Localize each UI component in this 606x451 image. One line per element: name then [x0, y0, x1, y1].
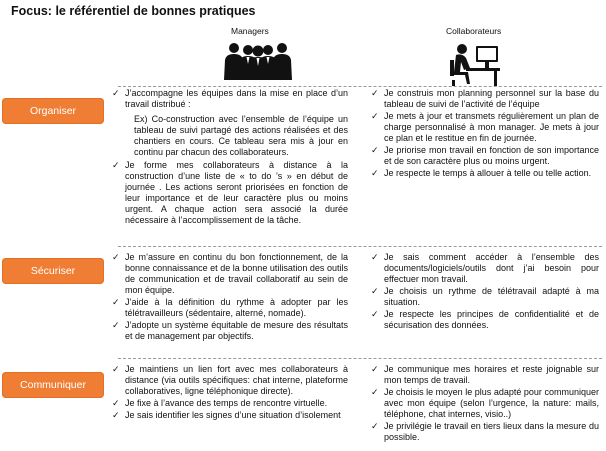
example-note: Ex) Co-construction avec l’ensemble de l’équipe un tableau de suivi partagé des actions réalisées et des chantiers en cours. Ce tableau sera mis à jour en continu par chacun des collaborateurs. — [134, 114, 348, 157]
check-icon: ✓ — [112, 398, 120, 408]
collaborateurs-header: Collaborateurs — [446, 26, 502, 36]
list-item: ✓ Je communique mes horaires et reste joignable sur mon temps de travail. — [371, 364, 599, 385]
check-icon: ✓ — [112, 160, 120, 170]
check-icon: ✓ — [371, 364, 379, 374]
securiser-collaborateurs-list — [371, 252, 599, 332]
check-icon: ✓ — [371, 387, 379, 397]
list-item: ✓ J’accompagne les équipes dans la mise en place d’un travail distribué : — [112, 88, 348, 109]
securiser-managers-list — [112, 252, 348, 343]
check-icon: ✓ — [371, 309, 379, 319]
check-icon: ✓ — [371, 252, 379, 262]
list-item: ✓ Je privilégie le travail en tiers lieux dans la mesure du possible. — [371, 421, 599, 442]
list-item: ✓ Je mets à jour et transmets régulièrement un plan de charge personnalisé à mon manager. Je mets à jour ce plan et le restitue en fin de journée. — [371, 111, 599, 143]
list-item: ✓ Je sais comment accéder à l’ensemble des documents/logiciels/outils dont j’ai besoin pour effectuer mon travail. — [371, 252, 599, 284]
check-icon: ✓ — [112, 252, 120, 262]
organiser-collaborateurs-list — [371, 88, 599, 180]
check-icon: ✓ — [371, 421, 379, 431]
list-item: ✓ Je construis mon planning personnel sur la base du tableau de suivi de l’activité de l’équipe — [371, 88, 599, 109]
list-item: ✓ J’aide à la définition du rythme à adopter par les télétravailleurs (sédentaire, alterné, nomade). — [112, 297, 348, 318]
organiser-managers-list — [112, 88, 348, 227]
check-icon: ✓ — [371, 88, 379, 98]
page-title: Focus: le référentiel de bonnes pratiques — [11, 4, 256, 18]
communiquer-managers-list — [112, 364, 348, 422]
list-item: ✓ Je maintiens un lien fort avec mes collaborateurs à distance (via outils spécifiques: chat interne, plateforme collaboratives, ligne téléphonique directe). — [112, 364, 348, 396]
check-icon: ✓ — [112, 364, 120, 374]
list-item: ✓ Je choisis un rythme de télétravail adapté à ma situation. — [371, 286, 599, 307]
communiquer-label: Communiquer — [2, 372, 104, 398]
list-item: ✓ Je forme mes collaborateurs à distance à la construction d’une liste de « to do ’s » en début de journée . Les actions seront priorisées en fonction de leur importance et de leur caractère plus ou moins urgent. A chaque action sera associé la durée nécessaire à l’accomplissement de la tâche. — [112, 160, 348, 225]
check-icon: ✓ — [112, 320, 120, 330]
check-icon: ✓ — [112, 88, 120, 98]
collaborateurs-icon — [448, 42, 502, 88]
check-icon: ✓ — [371, 111, 379, 121]
managers-icon — [220, 40, 296, 80]
list-item: ✓ Je respecte le temps à allouer à telle ou telle action. — [371, 168, 592, 178]
list-item: ✓ Je fixe à l’avance des temps de rencontre virtuelle. — [112, 398, 328, 408]
managers-header: Managers — [231, 26, 269, 36]
list-item: ✓ Je respecte les principes de confidentialité et de sécurisation des données. — [371, 309, 599, 330]
check-icon: ✓ — [371, 168, 379, 178]
securiser-label: Sécuriser — [2, 258, 104, 284]
list-item: ✓ Je priorise mon travail en fonction de son importance et de son caractère plus ou moins urgent. — [371, 145, 599, 166]
check-icon: ✓ — [112, 297, 120, 307]
section-divider — [118, 358, 602, 359]
list-item: ✓ J’adopte un système équitable de mesure des résultats et de management par objectifs. — [112, 320, 348, 341]
communiquer-collaborateurs-list — [371, 364, 599, 444]
check-icon: ✓ — [371, 286, 379, 296]
list-item: ✓ Je sais identifier les signes d’une situation d’isolement — [112, 410, 341, 420]
list-item: ✓ Je m’assure en continu du bon fonctionnement, de la bonne connaissance et de la bonne utilisation des outils de communication et de travail collaboratif au sein de mon équipe. — [112, 252, 348, 295]
section-divider — [118, 86, 602, 87]
check-icon: ✓ — [112, 410, 120, 420]
section-divider — [118, 246, 602, 247]
check-icon: ✓ — [371, 145, 379, 155]
list-item: ✓ Je choisis le moyen le plus adapté pour communiquer avec mon équipe (selon l’urgence, la nature: mails, téléphone, chat internes, visio..) — [371, 387, 599, 419]
organiser-label: Organiser — [2, 98, 104, 124]
